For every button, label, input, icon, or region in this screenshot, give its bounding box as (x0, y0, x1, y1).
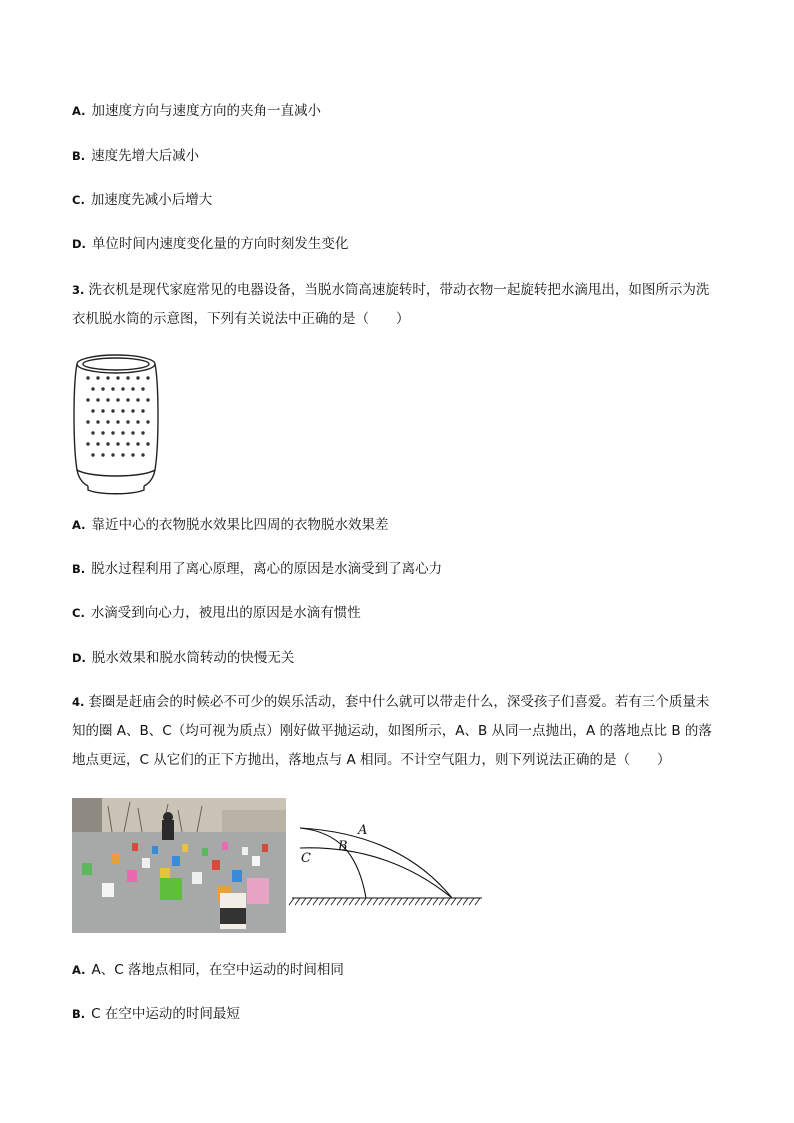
drain-hole (146, 398, 149, 401)
drain-hole (91, 431, 94, 434)
hatch-stroke (385, 898, 390, 905)
q3-stem (72, 276, 722, 334)
drain-hole (111, 409, 114, 412)
drain-hole (106, 420, 109, 423)
drain-hole (116, 398, 119, 401)
option-text: 加速度方向与速度方向的夹角一直减小 (91, 103, 321, 119)
q2-option-d (72, 234, 348, 254)
drain-hole (116, 442, 119, 445)
drain-hole (96, 398, 99, 401)
q3-option-d (72, 648, 294, 668)
hatch-stroke (397, 898, 402, 905)
option-label: A. (72, 104, 86, 118)
hatch-stroke (439, 898, 444, 905)
ring-toss-photo (72, 798, 286, 933)
drain-hole (106, 398, 109, 401)
hatch-stroke (331, 898, 336, 905)
label-b: B (338, 839, 348, 854)
drain-hole (106, 376, 109, 379)
drain-hole (146, 442, 149, 445)
ground-hatching (289, 898, 480, 905)
hatch-stroke (403, 898, 408, 905)
q3-option-a (72, 515, 388, 535)
option-label: A. (72, 518, 86, 532)
drain-hole (141, 453, 144, 456)
hatch-stroke (337, 898, 342, 905)
question-text: 洗衣机是现代家庭常见的电器设备，当脱水筒高速旋转时，带动衣物一起旋转把水滴甩出，如图所示为洗衣机脱水筒的示意图，下列有关说法中正确的是（ ） (72, 282, 710, 327)
drain-hole (86, 420, 89, 423)
drain-hole (121, 387, 124, 390)
option-text: A、C 落地点相同，在空中运动的时间相同 (91, 962, 344, 978)
option-text: C 在空中运动的时间最短 (91, 1006, 240, 1022)
q3-option-b (72, 559, 442, 579)
drain-hole (86, 376, 89, 379)
hatch-stroke (343, 898, 348, 905)
drain-hole (86, 398, 89, 401)
drain-hole (121, 453, 124, 456)
drain-hole (141, 409, 144, 412)
drain-hole (136, 442, 139, 445)
hatch-stroke (313, 898, 318, 905)
drain-hole (116, 420, 119, 423)
drain-hole (111, 431, 114, 434)
hatch-stroke (475, 898, 480, 905)
q2-option-b (72, 146, 199, 166)
hatch-stroke (307, 898, 312, 905)
q3-option-c (72, 603, 361, 623)
q4-stem (72, 688, 722, 775)
question-text: 套圈是赶庙会的时候必不可少的娱乐活动，套中什么就可以带走什么，深受孩子们喜爱。若有三个质量未知的圈 A、B、C（均可视为质点）刚好做平抛运动，如图所示，A、B 从同一点抛出，A 的落地点比 B 的落地点更远，C 从它们的正下方抛出，落地点与 A 相同。不计空气阻力，则下列说法正确的是（ ） (72, 694, 712, 768)
drain-hole (146, 376, 149, 379)
drain-hole (96, 420, 99, 423)
drain-hole (136, 376, 139, 379)
hatch-stroke (349, 898, 354, 905)
drain-hole (141, 431, 144, 434)
option-label: B. (72, 149, 86, 163)
drain-hole (91, 453, 94, 456)
q4-option-a (72, 960, 344, 980)
drain-holes (86, 376, 149, 456)
hatch-stroke (373, 898, 378, 905)
hatch-stroke (427, 898, 432, 905)
q2-option-c (72, 190, 212, 210)
drain-hole (131, 387, 134, 390)
drain-hole (101, 387, 104, 390)
hatch-stroke (463, 898, 468, 905)
drain-hole (136, 420, 139, 423)
question-number: 3. (72, 283, 85, 297)
hatch-stroke (415, 898, 420, 905)
drain-hole (111, 387, 114, 390)
drain-hole (136, 398, 139, 401)
hatch-stroke (421, 898, 426, 905)
hatch-stroke (379, 898, 384, 905)
hatch-stroke (361, 898, 366, 905)
drain-hole (131, 453, 134, 456)
option-label: C. (72, 193, 85, 207)
hatch-stroke (445, 898, 450, 905)
drain-hole (126, 420, 129, 423)
drain-hole (121, 431, 124, 434)
option-label: C. (72, 606, 85, 620)
spin-drum-figure (70, 350, 170, 495)
drain-hole (86, 442, 89, 445)
option-text: 单位时间内速度变化量的方向时刻发生变化 (91, 236, 349, 252)
hatch-stroke (367, 898, 372, 905)
drain-hole (126, 442, 129, 445)
hatch-stroke (289, 898, 294, 905)
drain-hole (111, 453, 114, 456)
label-a: A (358, 823, 368, 838)
hatch-stroke (295, 898, 300, 905)
question-number: 4. (72, 695, 85, 709)
option-text: 靠近中心的衣物脱水效果比四周的衣物脱水效果差 (91, 517, 389, 533)
drain-hole (146, 420, 149, 423)
drain-hole (91, 409, 94, 412)
drain-hole (141, 387, 144, 390)
drain-hole (126, 398, 129, 401)
hatch-stroke (409, 898, 414, 905)
option-text: 水滴受到向心力，被甩出的原因是水滴有惯性 (90, 605, 361, 621)
option-label: B. (72, 1007, 86, 1021)
drain-hole (106, 442, 109, 445)
hatch-stroke (319, 898, 324, 905)
option-label: D. (72, 651, 86, 665)
drain-hole (131, 409, 134, 412)
hatch-stroke (391, 898, 396, 905)
q2-option-a (72, 101, 321, 121)
drain-hole (101, 431, 104, 434)
drain-hole (121, 409, 124, 412)
drain-hole (96, 442, 99, 445)
hatch-stroke (301, 898, 306, 905)
option-text: 脱水效果和脱水筒转动的快慢无关 (91, 650, 295, 666)
drain-hole (91, 387, 94, 390)
trajectory-a (300, 828, 452, 898)
drain-hole (131, 431, 134, 434)
option-text: 速度先增大后减小 (91, 148, 200, 164)
trajectory-c (300, 848, 452, 898)
drain-hole (116, 376, 119, 379)
option-text: 脱水过程利用了离心原理，离心的原因是水滴受到了离心力 (91, 561, 443, 577)
drain-hole (96, 376, 99, 379)
hatch-stroke (457, 898, 462, 905)
drain-hole (101, 453, 104, 456)
drain-hole (126, 376, 129, 379)
option-label: D. (72, 237, 86, 251)
q4-option-b (72, 1004, 240, 1024)
option-label: B. (72, 562, 86, 576)
label-c: C (301, 851, 311, 866)
hatch-stroke (451, 898, 456, 905)
hatch-stroke (325, 898, 330, 905)
hatch-stroke (433, 898, 438, 905)
hatch-stroke (355, 898, 360, 905)
hatch-stroke (469, 898, 474, 905)
option-text: 加速度先减小后增大 (90, 192, 213, 208)
projectile-diagram (288, 818, 486, 910)
drain-hole (101, 409, 104, 412)
option-label: A. (72, 963, 86, 977)
